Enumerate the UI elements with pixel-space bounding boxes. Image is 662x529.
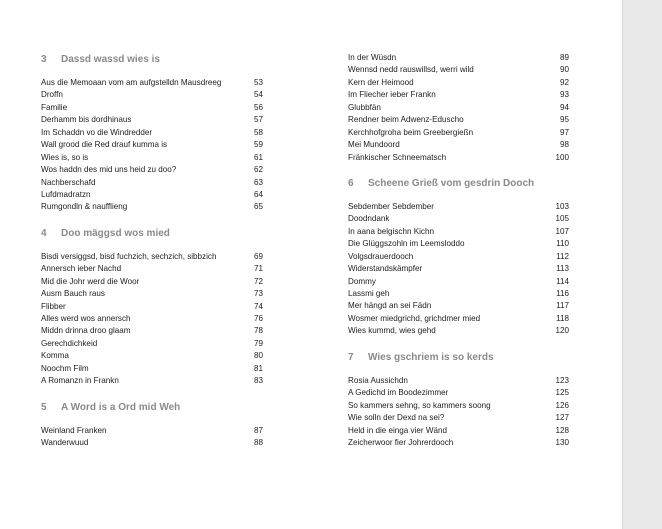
- section-heading: [348, 176, 569, 192]
- entry-title: Rumgondln & naufflieng: [41, 202, 128, 212]
- toc-entry[interactable]: [41, 301, 263, 313]
- entry-page-number: 107: [555, 226, 569, 236]
- toc-entry[interactable]: [348, 400, 569, 412]
- entry-title: Wos haddn des mid uns heid zu doo?: [41, 165, 177, 175]
- toc-entry[interactable]: [348, 288, 569, 300]
- entry-title: Mid die Johr werd die Woor: [41, 276, 140, 286]
- entry-title: Derhamm bis dordhinaus: [41, 115, 132, 125]
- entry-title: Noochm Film: [41, 363, 89, 373]
- entry-page-number: 125: [555, 388, 569, 398]
- entry-page-number: 126: [555, 400, 569, 410]
- toc-entry[interactable]: [348, 102, 569, 114]
- toc-entry[interactable]: [41, 338, 263, 350]
- entry-page-number: 62: [253, 165, 263, 175]
- toc-entry[interactable]: [41, 77, 263, 89]
- section-title: A Word is a Ord mid Weh: [61, 401, 181, 413]
- toc-entry[interactable]: [41, 350, 263, 362]
- entry-title: Wie solln der Dexd na sei?: [348, 413, 445, 423]
- entry-title: In aana belgischn Kichn: [348, 226, 434, 236]
- entry-page-number: 97: [559, 127, 569, 137]
- toc-entry[interactable]: [348, 89, 569, 101]
- entry-title: Kerchhofgroha beim Greebergießn: [348, 127, 474, 137]
- entry-title: Im Fliecher ieber Frankn: [348, 90, 436, 100]
- entry-page-number: 73: [253, 289, 263, 299]
- entry-page-number: 95: [559, 115, 569, 125]
- toc-entry[interactable]: [348, 152, 569, 164]
- entry-page-number: 58: [253, 127, 263, 137]
- entry-title: Weinland Franken: [41, 425, 107, 435]
- toc-entry[interactable]: [41, 251, 263, 263]
- toc-entry[interactable]: [41, 288, 263, 300]
- toc-entry[interactable]: [41, 189, 263, 201]
- section-number: 7: [348, 351, 354, 363]
- entry-page-number: 87: [253, 425, 263, 435]
- entry-page-number: 116: [556, 289, 569, 298]
- section-number: 3: [41, 54, 47, 65]
- entry-title: Komma: [41, 351, 69, 361]
- toc-entry[interactable]: [41, 425, 263, 437]
- toc-entry[interactable]: [348, 114, 569, 126]
- entry-title: Droffn: [41, 90, 63, 100]
- toc-entry[interactable]: [348, 139, 569, 151]
- entry-page-number: 69: [253, 251, 263, 261]
- entry-title: Bisdi versiggsd, bisd fuchzich, sechzich, sibbzich: [41, 251, 217, 261]
- entry-title: Nachberschafd: [41, 177, 96, 187]
- entry-title: Im Schaddn vo die Windredder: [41, 127, 153, 137]
- entry-page-number: 79: [253, 338, 263, 348]
- entry-page-number: 72: [253, 276, 263, 286]
- section-heading: [41, 226, 263, 242]
- entry-title: Wall grood die Red drauf kumma is: [41, 140, 168, 150]
- toc-entry[interactable]: [348, 437, 569, 449]
- entry-page-number: 53: [253, 78, 263, 87]
- section-heading: [348, 350, 569, 366]
- entry-title: Widerstandskämpfer: [348, 264, 423, 274]
- toc-entry[interactable]: [348, 52, 569, 64]
- entry-title: So kammers sehng, so kammers soong: [348, 400, 491, 410]
- toc-entry[interactable]: [41, 139, 263, 151]
- entry-page-number: 112: [556, 251, 569, 261]
- entry-title: Familie: [41, 102, 68, 112]
- section-title: Dassd wassd wies is: [61, 54, 160, 65]
- toc-right-column: [348, 52, 569, 449]
- entry-title: A Gedichd im Boodezimmer: [348, 388, 449, 398]
- entry-title: Gerechdichkeid: [41, 338, 98, 348]
- page-edge-divider: [622, 0, 623, 529]
- entry-page-number: 130: [555, 437, 569, 447]
- entry-title: Rendner beim Adwenz-Eduscho: [348, 115, 464, 125]
- entry-title: Mer hängd an sei Fädn: [348, 301, 432, 311]
- entry-page-number: 128: [555, 425, 569, 435]
- toc-entry[interactable]: [348, 201, 569, 213]
- entry-title: In der Wüsdn: [348, 53, 397, 62]
- section-title: Scheene Grieß vom gesdrin Dooch: [368, 177, 535, 189]
- entry-page-number: 120: [555, 326, 569, 336]
- entry-page-number: 118: [556, 313, 569, 323]
- section-heading: [41, 52, 263, 68]
- toc-entry[interactable]: [348, 412, 569, 424]
- entry-page-number: 81: [253, 363, 263, 373]
- entry-title: Wies kummd, wies gehd: [348, 326, 436, 336]
- entry-page-number: 80: [253, 351, 263, 361]
- entry-title: Wies is, so is: [41, 152, 89, 162]
- entry-page-number: 65: [253, 202, 263, 212]
- entry-title: Flibber: [41, 301, 66, 311]
- entry-page-number: 123: [555, 375, 569, 385]
- entry-page-number: 59: [253, 140, 263, 150]
- toc-entry[interactable]: [41, 114, 263, 126]
- entry-title: Zeicherwoor fier Johrerdooch: [348, 437, 454, 447]
- toc-entry[interactable]: [348, 251, 569, 263]
- toc-entry[interactable]: [348, 387, 569, 399]
- entry-title: Volgsdrauerdooch: [348, 251, 414, 261]
- entry-title: Glubbfän: [348, 102, 381, 112]
- toc-left-column: [41, 52, 263, 450]
- section-gap: [41, 214, 263, 226]
- toc-entry[interactable]: [348, 325, 569, 337]
- toc-entry[interactable]: [41, 375, 263, 387]
- toc-entry[interactable]: [41, 363, 263, 375]
- toc-entry[interactable]: [41, 89, 263, 101]
- entry-page-number: 92: [559, 77, 569, 87]
- entry-title: Annersch ieber Nachd: [41, 264, 122, 274]
- entry-title: Held in die einga vier Wänd: [348, 425, 447, 435]
- entry-title: Doodndank: [348, 214, 390, 224]
- toc-entry[interactable]: [41, 152, 263, 164]
- toc-entry[interactable]: [348, 313, 569, 325]
- entry-page-number: 100: [555, 152, 569, 162]
- entry-title: A Romanzn in Frankn: [41, 376, 119, 386]
- entry-title: Wanderwuud: [41, 438, 89, 448]
- toc-entry[interactable]: [41, 325, 263, 337]
- entry-title: Lufdmadratzn: [41, 189, 91, 199]
- entry-title: Dommy: [348, 276, 376, 286]
- entry-page-number: 57: [253, 115, 263, 125]
- toc-entry[interactable]: [41, 177, 263, 189]
- entry-page-number: 83: [253, 376, 263, 386]
- entry-page-number: 98: [559, 140, 569, 150]
- entry-title: Rosia Aussichdn: [348, 375, 408, 385]
- toc-entry[interactable]: [41, 127, 263, 139]
- section-gap: [348, 338, 569, 350]
- entry-page-number: 74: [253, 301, 263, 311]
- entry-page-number: 76: [253, 314, 263, 323]
- entry-page-number: 78: [253, 326, 263, 336]
- entry-page-number: 113: [556, 264, 569, 274]
- entry-page-number: 64: [253, 189, 263, 199]
- entry-page-number: 127: [555, 413, 569, 423]
- entry-page-number: 117: [556, 301, 569, 311]
- entry-page-number: 90: [559, 65, 569, 75]
- toc-entry[interactable]: [41, 102, 263, 114]
- entry-page-number: 93: [559, 90, 569, 100]
- entry-page-number: 88: [253, 438, 263, 448]
- section-number: 5: [41, 401, 47, 413]
- section-gap: [41, 388, 263, 400]
- entry-title: Die Glüggszohln im Leemsloddo: [348, 239, 465, 249]
- toc-entry[interactable]: [348, 64, 569, 76]
- entry-title: Wennsd nedd rauswillsd, werri wild: [348, 65, 474, 75]
- section-title: Wies gschriem is so kerds: [368, 351, 494, 363]
- toc-entry[interactable]: [348, 77, 569, 89]
- toc-entry[interactable]: [41, 164, 263, 176]
- toc-entry[interactable]: [348, 213, 569, 225]
- entry-title: Wosmer miedgrichd, grichdmer mied: [348, 313, 481, 323]
- entry-title: Sebdember Sebdember: [348, 201, 434, 211]
- entry-page-number: 63: [253, 177, 263, 187]
- toc-entry[interactable]: [41, 201, 263, 213]
- toc-entry[interactable]: [348, 425, 569, 437]
- entry-title: Ausm Bauch raus: [41, 289, 105, 299]
- section-title: Doo mäggsd wos mied: [61, 227, 170, 239]
- toc-entry[interactable]: [348, 226, 569, 238]
- entry-title: Mei Mundoord: [348, 140, 400, 150]
- section-gap: [348, 164, 569, 176]
- entry-page-number: 89: [559, 53, 569, 62]
- entry-page-number: 110: [556, 239, 569, 249]
- toc-entry[interactable]: [348, 300, 569, 312]
- section-number: 6: [348, 177, 354, 189]
- entry-title: Kern der Heimood: [348, 77, 414, 87]
- entry-page-number: 114: [556, 276, 569, 286]
- entry-page-number: 94: [559, 102, 569, 112]
- toc-entry[interactable]: [41, 276, 263, 288]
- toc-entry[interactable]: [348, 263, 569, 275]
- toc-entry[interactable]: [348, 276, 569, 288]
- toc-entry[interactable]: [348, 127, 569, 139]
- entry-page-number: 103: [555, 201, 569, 211]
- entry-page-number: 56: [253, 102, 263, 112]
- entry-page-number: 61: [253, 152, 263, 162]
- section-heading: [41, 400, 263, 416]
- toc-entry[interactable]: [348, 238, 569, 250]
- entry-page-number: 54: [253, 90, 263, 100]
- section-number: 4: [41, 227, 47, 239]
- entry-page-number: 71: [253, 264, 263, 274]
- entry-page-number: 105: [555, 214, 569, 224]
- toc-entry[interactable]: [41, 263, 263, 275]
- entry-title: Lassmi geh: [348, 289, 390, 298]
- entry-title: Aus die Memoaan vom am aufgstelldn Mausdreeg: [41, 78, 222, 87]
- entry-title: Fränkischer Schneematsch: [348, 152, 447, 162]
- toc-entry[interactable]: [41, 313, 263, 325]
- entry-title: Alles werd wos annersch: [41, 314, 131, 323]
- toc-entry[interactable]: [41, 437, 263, 449]
- toc-entry[interactable]: [348, 375, 569, 387]
- entry-title: Middn drinna droo glaam: [41, 326, 131, 336]
